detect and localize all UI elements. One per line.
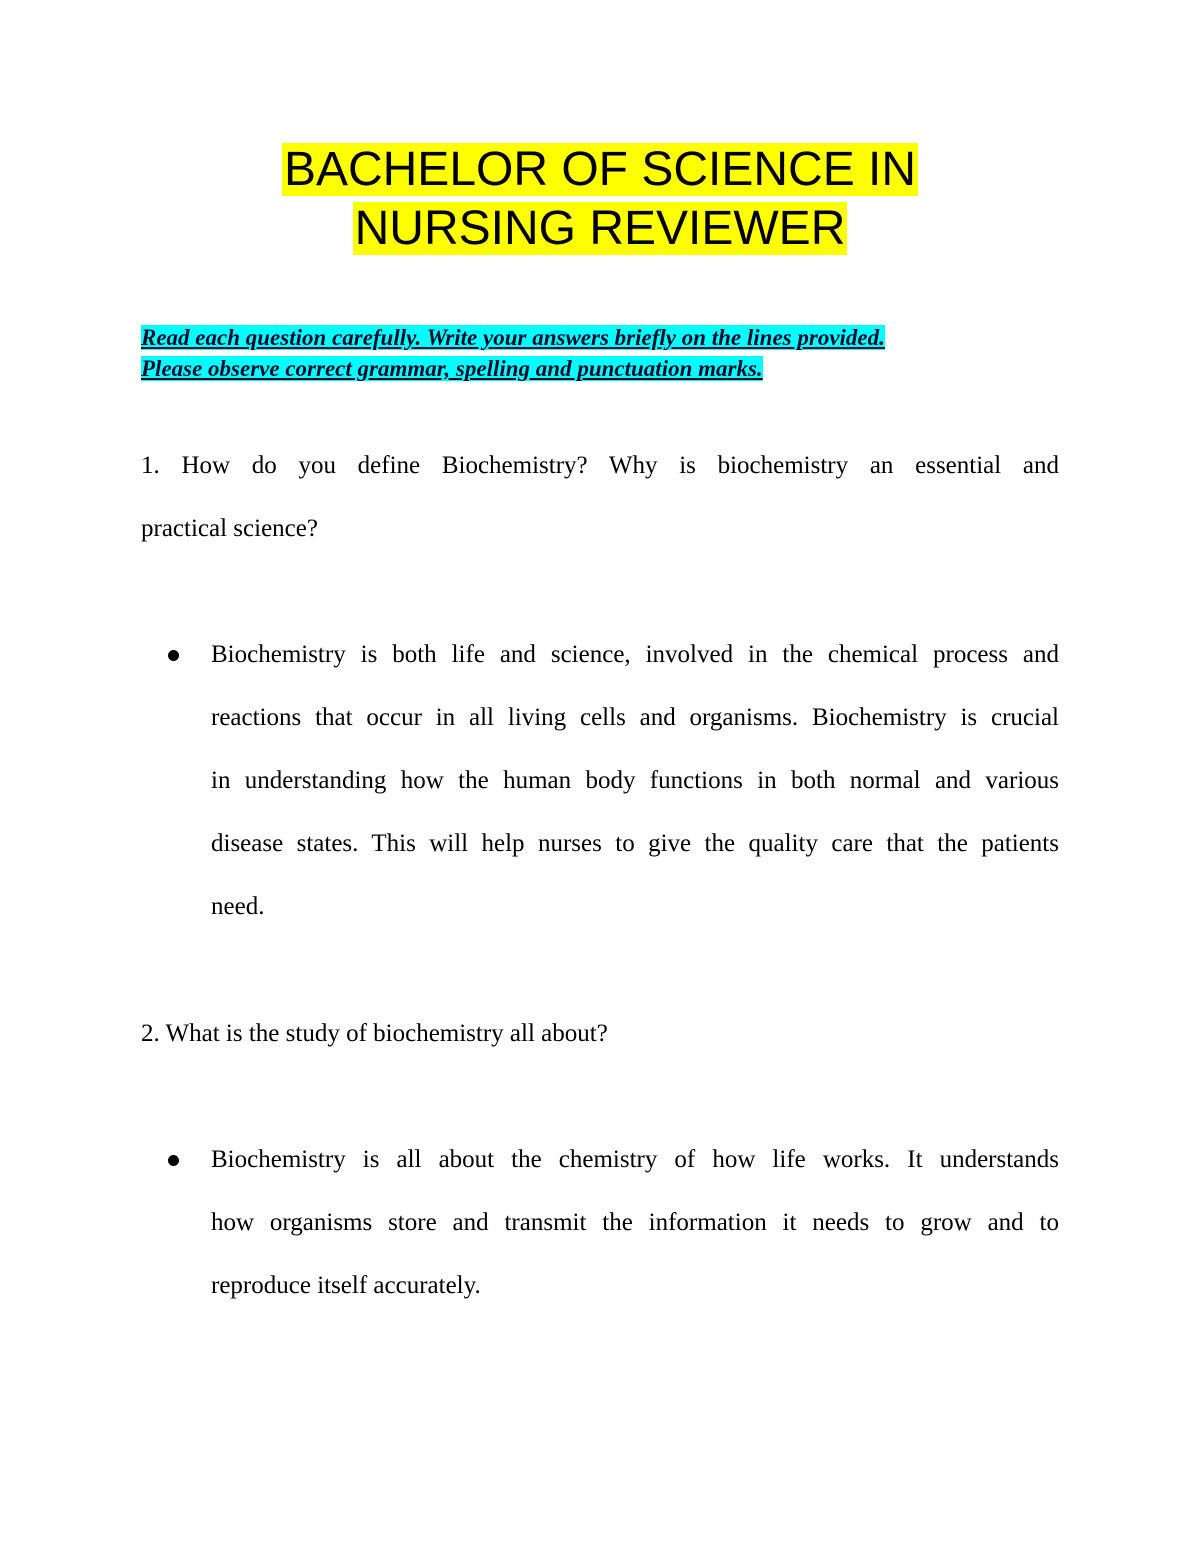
answer-1-line-1: Biochemistry is both life and science, involved in the chemical process and [211, 641, 1059, 668]
question-2 [141, 1002, 1059, 1065]
answer-2-line-1: Biochemistry is all about the chemistry of how life works. It understands [211, 1146, 1059, 1173]
answer-1-line-4: disease states. This will help nurses to give the quality care that the patients [211, 830, 1059, 857]
answer-1 [211, 623, 1059, 938]
bullet-icon [168, 650, 179, 661]
answer-2-line-3: reproduce itself accurately. [211, 1272, 481, 1299]
page-title [0, 140, 1200, 258]
answer-1-line-3: in understanding how the human body functions in both normal and various [211, 767, 1059, 794]
question-1-line-1: 1. How do you define Biochemistry? Why is biochemistry an essential and [141, 452, 1059, 479]
instructions-line-1: Read each question carefully. Write your answers briefly on the lines provided. [141, 325, 885, 350]
question-2-line-1: 2. What is the study of biochemistry all about? [141, 1020, 608, 1047]
question-1 [141, 434, 1059, 560]
answer-1-line-5: need. [211, 893, 265, 920]
answer-2 [211, 1128, 1059, 1317]
instructions-line-2: Please observe correct grammar, spelling and punctuation marks. [141, 356, 763, 381]
question-1-line-2: practical science? [141, 515, 318, 542]
title-line-1: BACHELOR OF SCIENCE IN [283, 143, 917, 196]
answer-2-line-2: how organisms store and transmit the information it needs to grow and to [211, 1209, 1059, 1236]
instructions [141, 322, 1071, 384]
answer-1-line-2: reactions that occur in all living cells and organisms. Biochemistry is crucial [211, 704, 1059, 731]
bullet-icon [168, 1155, 179, 1166]
title-line-2: NURSING REVIEWER [354, 202, 846, 255]
